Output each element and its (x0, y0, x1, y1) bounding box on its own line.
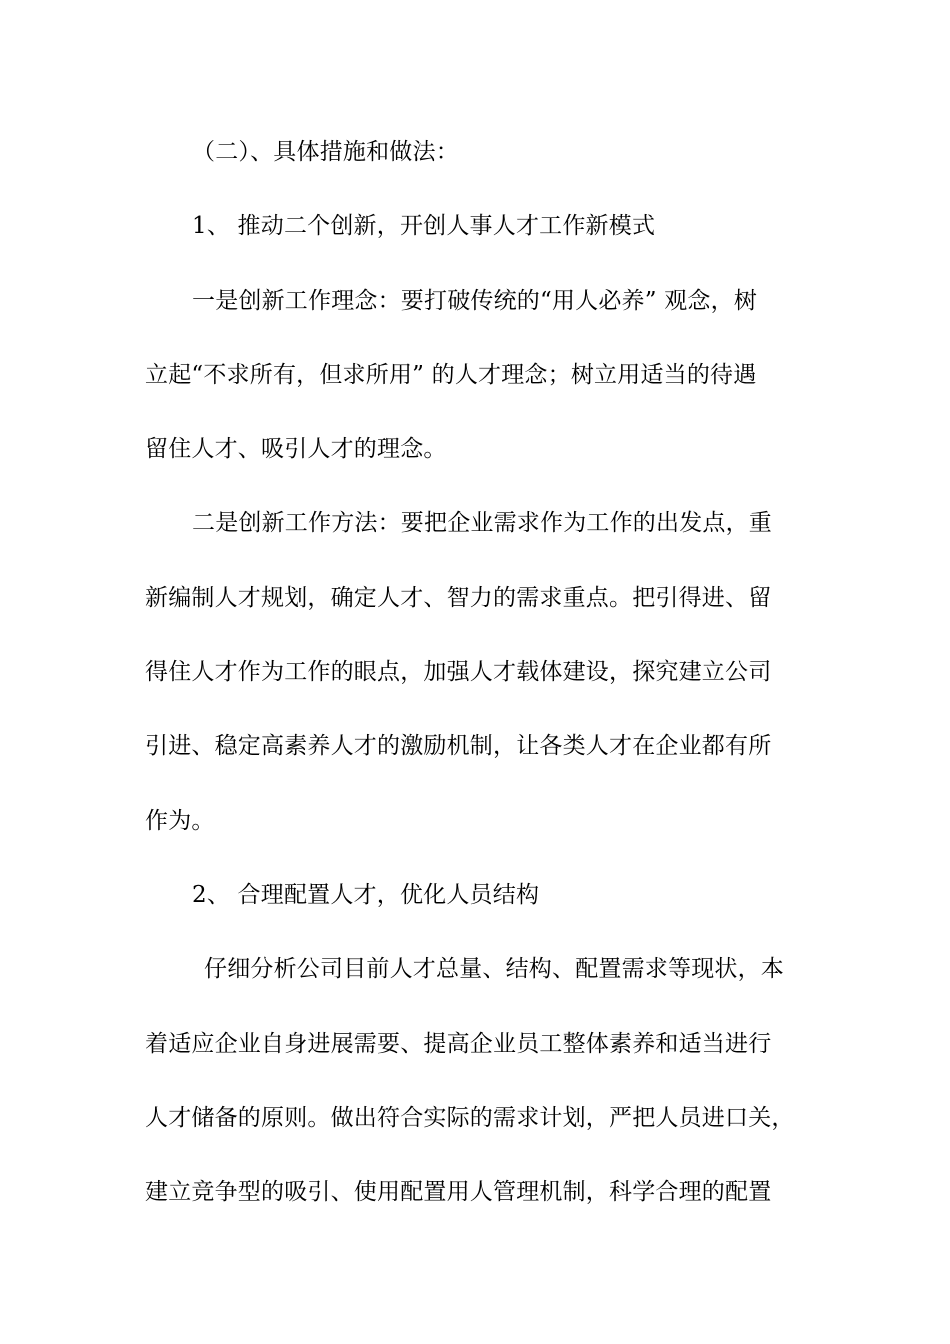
section-heading: （二）、具体措施和做法： (192, 139, 459, 165)
para2-line-3: 得住人才作为工作的眼点，加强人才载体建设，探究建立公司 (145, 659, 772, 685)
item1-heading: 1、 推动二个创新，开创人事人才工作新模式 (192, 213, 656, 239)
para3-line-3: 人才储备的原则。做出符合实际的需求计划，严把人员进口关， (145, 1105, 795, 1131)
para2-line-2: 新编制人才规划，确定人才、智力的需求重点。把引得进、留 (145, 585, 772, 611)
para2-line-5: 作为。 (145, 808, 215, 834)
para3-line-1: 仔细分析公司目前人才总量、结构、配置需求等现状，本 (204, 956, 784, 982)
para1-line-3: 留住人才、吸引人才的理念。 (145, 436, 447, 462)
para1-line-1: 一是创新工作理念：要打破传统的“用人必养” 观念，树 (192, 288, 758, 314)
para1-line-2: 立起“不求所有，但求所用” 的人才理念；树立用适当的待遇 (145, 362, 757, 388)
para3-line-2: 着适应企业自身进展需要、提高企业员工整体素养和适当进行 (145, 1031, 772, 1057)
para2-line-4: 引进、稳定高素养人才的激励机制，让各类人才在企业都有所 (145, 733, 772, 759)
para2-line-1: 二是创新工作方法：要把企业需求作为工作的出发点，重 (192, 510, 772, 536)
para3-line-4: 建立竞争型的吸引、使用配置用人管理机制，科学合理的配置 (145, 1179, 772, 1205)
item2-heading: 2、 合理配置人才，优化人员结构 (192, 882, 540, 908)
